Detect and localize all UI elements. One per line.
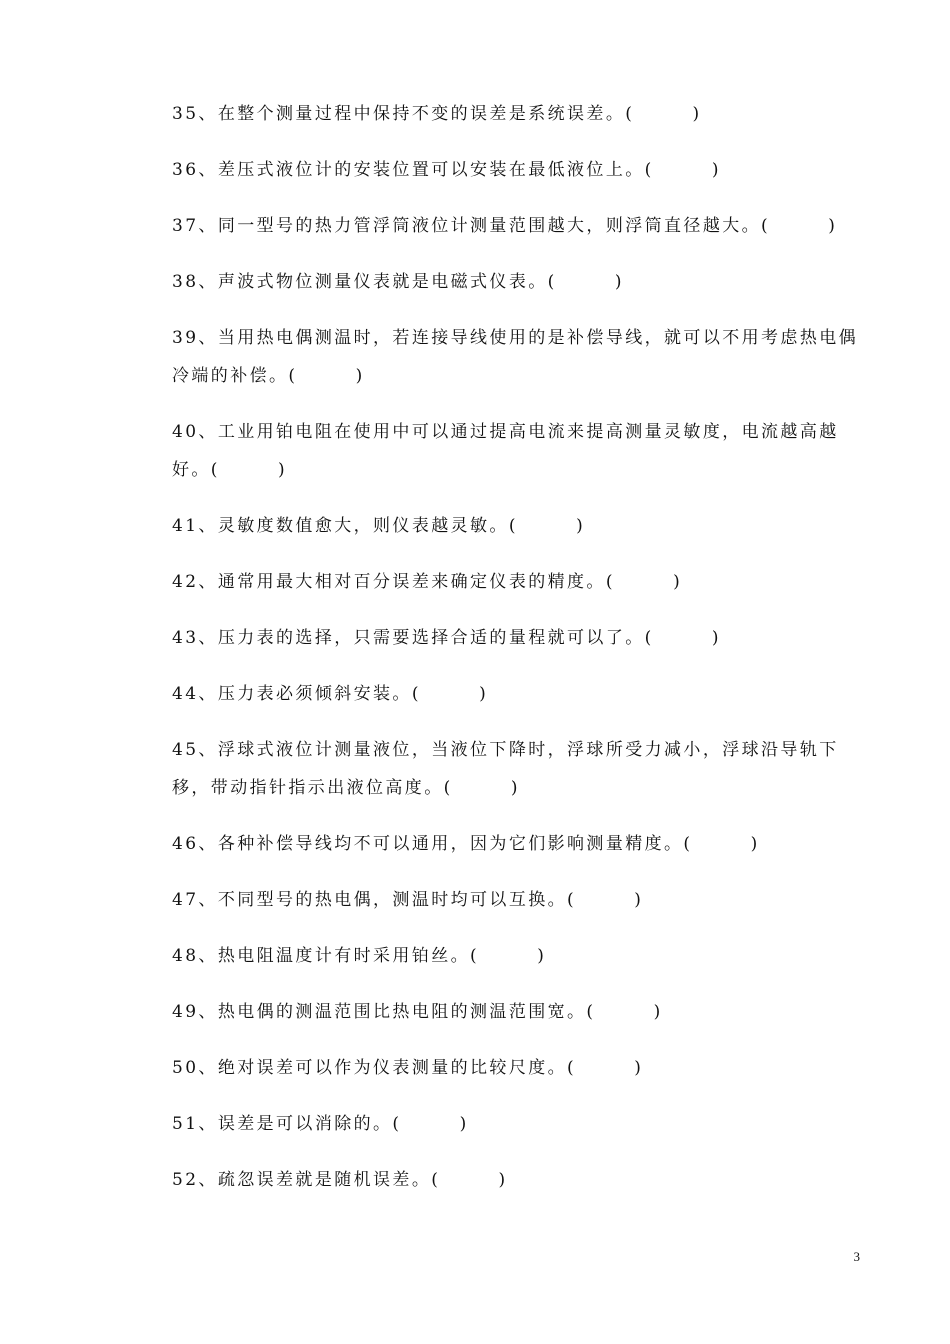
page-number: 3 <box>853 1249 860 1264</box>
question-item: 50、绝对误差可以作为仪表测量的比较尺度。( ) <box>172 1058 644 1078</box>
question-item: 35、在整个测量过程中保持不变的误差是系统误差。( ) <box>172 104 702 124</box>
question-item: 49、热电偶的测温范围比热电阻的测温范围宽。( ) <box>172 1002 663 1022</box>
question-item: 42、通常用最大相对百分误差来确定仪表的精度。( ) <box>172 572 683 592</box>
question-item: 40、工业用铂电阻在使用中可以通过提高电流来提高测量灵敏度，电流越高越好。( ) <box>172 422 839 480</box>
question-item: 44、压力表必须倾斜安装。( ) <box>172 684 489 704</box>
question-item: 52、疏忽误差就是随机误差。( ) <box>172 1170 508 1190</box>
question-list <box>172 95 860 1217</box>
question-item: 38、声波式物位测量仪表就是电磁式仪表。( ) <box>172 272 624 292</box>
question-item: 47、不同型号的热电偶，测温时均可以互换。( ) <box>172 890 644 910</box>
question-item: 51、误差是可以消除的。( ) <box>172 1114 469 1134</box>
question-item: 43、压力表的选择，只需要选择合适的量程就可以了。( ) <box>172 628 721 648</box>
question-item: 36、差压式液位计的安装位置可以安装在最低液位上。( ) <box>172 160 721 180</box>
question-item: 41、灵敏度数值愈大，则仪表越灵敏。( ) <box>172 516 586 536</box>
question-item: 45、浮球式液位计测量液位，当液位下降时，浮球所受力减小，浮球沿导轨下移，带动指针指示出液位高度。( ) <box>172 740 839 798</box>
question-item: 39、当用热电偶测温时，若连接导线使用的是补偿导线，就可以不用考虑热电偶冷端的补偿。( ) <box>172 328 859 386</box>
question-item: 46、各种补偿导线均不可以通用，因为它们影响测量精度。( ) <box>172 834 760 854</box>
question-item: 37、同一型号的热力管浮筒液位计测量范围越大，则浮筒直径越大。( ) <box>172 216 838 236</box>
question-item: 48、热电阻温度计有时采用铂丝。( ) <box>172 946 547 966</box>
